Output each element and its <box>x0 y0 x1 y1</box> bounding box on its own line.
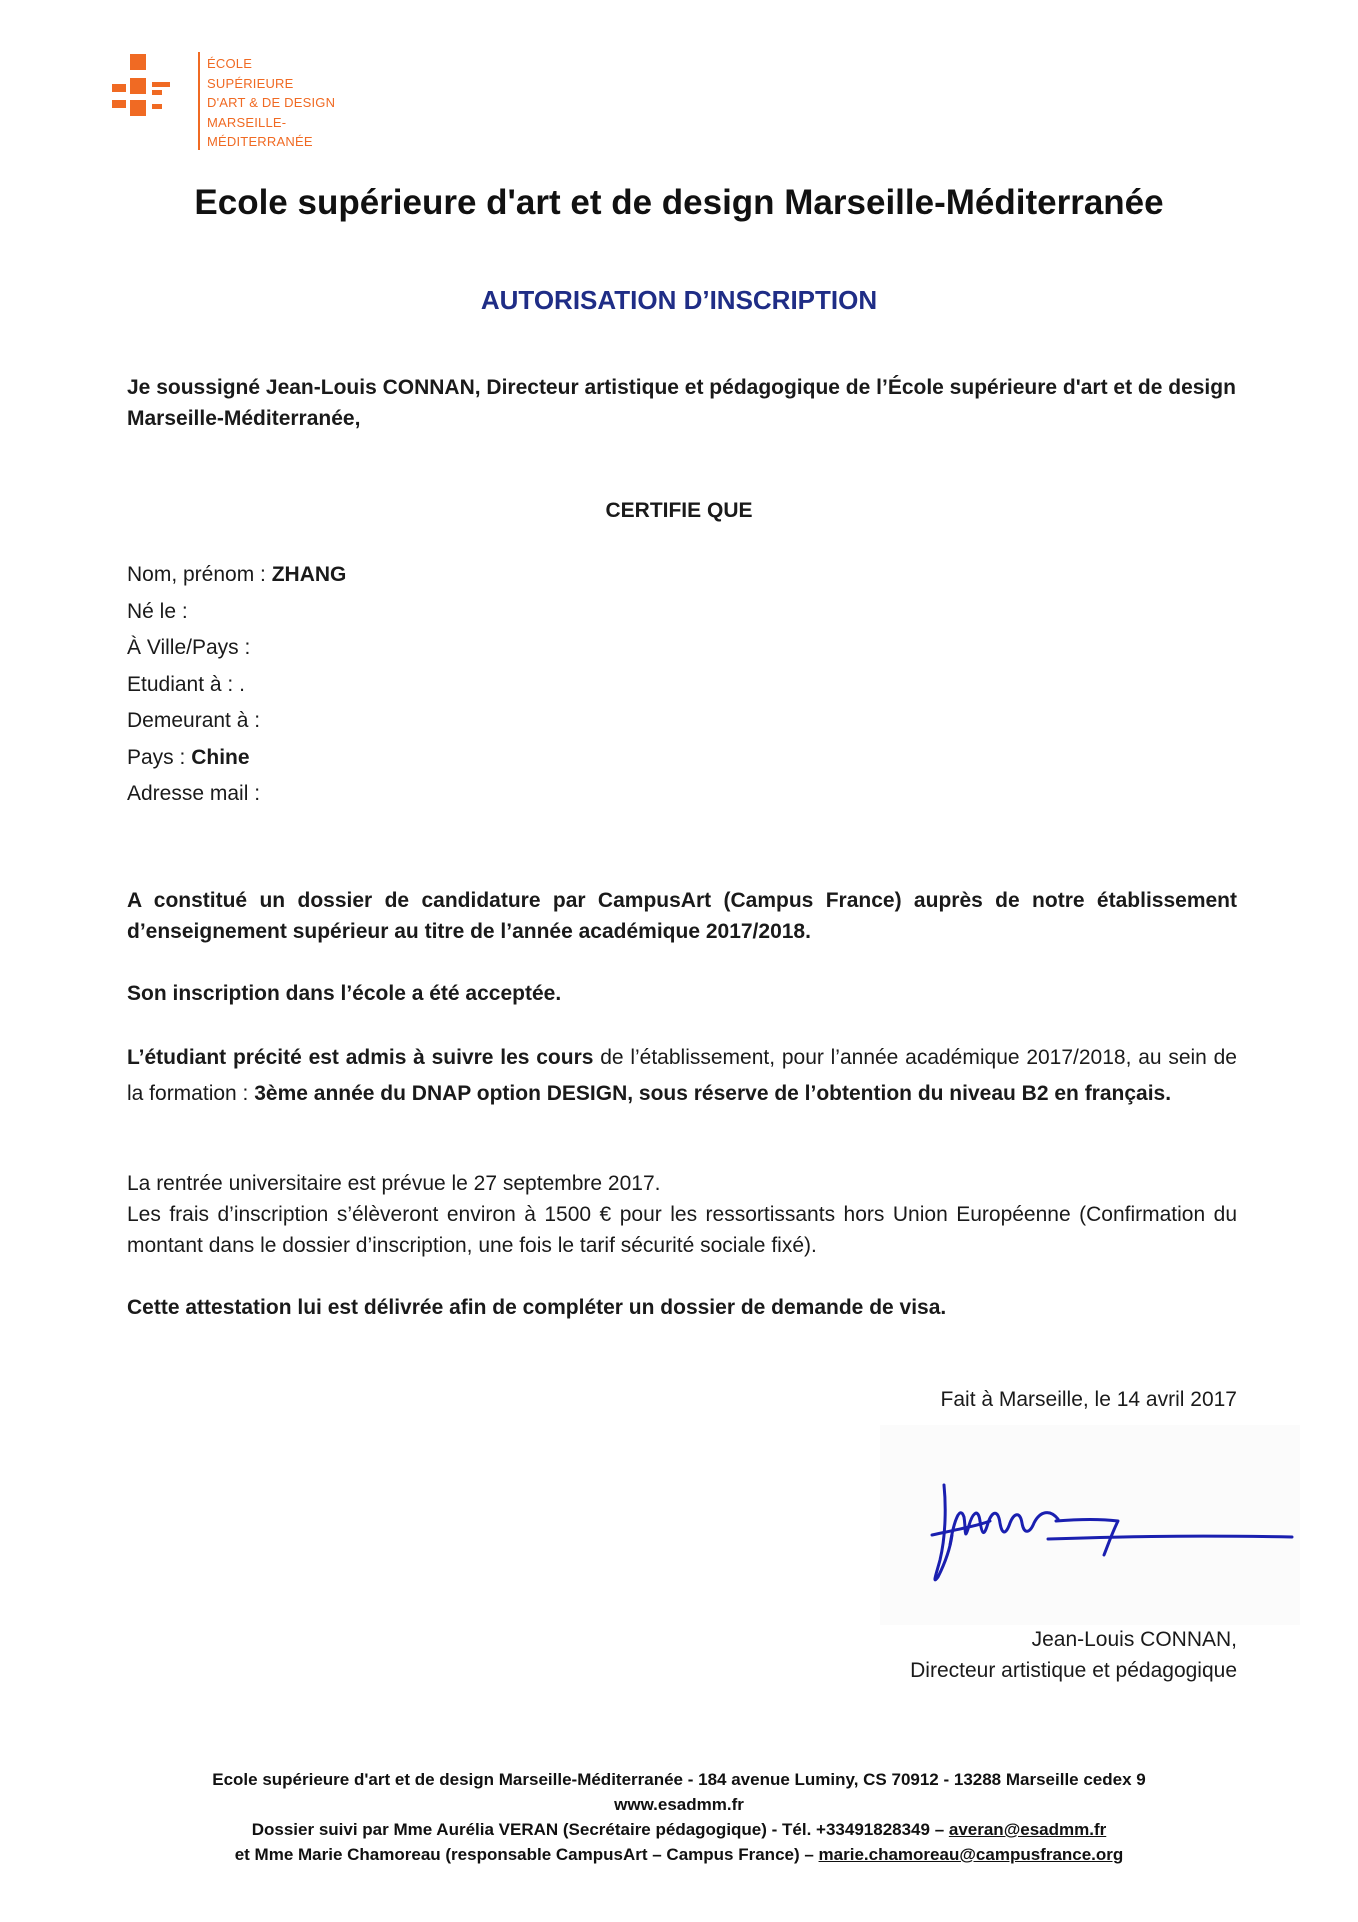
field-value: Chine <box>191 745 250 769</box>
admission-paragraph <box>127 1040 1237 1112</box>
footer-contact-text: et Mme Marie Chamoreau (responsable CampusArt – Campus France) – <box>234 1845 819 1864</box>
admission-program: 3ème année du DNAP option DESIGN, sous réserve de l’obtention du niveau B2 en français. <box>254 1082 1172 1105</box>
logo-line: MÉDITERRANÉE <box>207 134 313 149</box>
signatory-name: Jean-Louis CONNAN, <box>1031 1628 1237 1651</box>
signatory-role: Directeur artistique et pédagogique <box>910 1659 1237 1682</box>
student-fields <box>127 557 346 813</box>
field-label: Pays : <box>127 745 192 769</box>
field-label: Adresse mail : <box>127 782 261 805</box>
visa-paragraph: Cette attestation lui est délivrée afin de compléter un dossier de demande de visa. <box>127 1296 947 1319</box>
admission-bold: L’étudiant précité est admis à suivre les cours <box>127 1046 594 1069</box>
field-city-country <box>127 630 346 667</box>
fees-paragraph <box>127 1168 1237 1261</box>
footer <box>0 1767 1358 1867</box>
acceptance-paragraph: Son inscription dans l’école a été acceptée. <box>127 982 562 1005</box>
footer-address: Ecole supérieure d'art et de design Marseille-Méditerranée - 184 avenue Luminy, CS 70912 - 13288 Marseille cedex 9 <box>212 1770 1146 1789</box>
field-birthdate <box>127 594 346 631</box>
field-name <box>127 557 346 594</box>
field-label: À Ville/Pays : <box>127 636 251 659</box>
logo-line: SUPÉRIEURE <box>207 75 294 91</box>
email-link-veran[interactable]: averan@esadmm.fr <box>948 1820 1107 1839</box>
logo-line: D'ART & DE DESIGN <box>207 95 336 110</box>
field-label: Né le : <box>127 599 188 623</box>
field-country <box>127 740 346 777</box>
intro-paragraph: Je soussigné Jean-Louis CONNAN, Directeur artistique et pédagogique de l’École supérieure d'art et de design Marseille-Méditerranée, <box>127 376 1236 430</box>
field-label: Etudiant à : . <box>127 672 245 696</box>
signatory-block <box>127 1624 1237 1686</box>
field-label: Demeurant à : <box>127 709 261 732</box>
fees-line: Les frais d’inscription s’élèveront environ à 1500 € pour les ressortissants hors Union Européenne (Confirmation du montant dans le dossier d’inscription, une fois le tarif sécurité sociale fixé). <box>127 1203 1237 1257</box>
logo-line: ÉCOLE <box>207 56 253 71</box>
logo-divider <box>198 52 200 150</box>
handwritten-signature <box>880 1425 1300 1625</box>
logo-line: MARSEILLE- <box>207 114 287 130</box>
school-title: Ecole supérieure d'art et de design Marseille-Méditerranée <box>194 183 1164 222</box>
application-paragraph: A constitué un dossier de candidature par CampusArt (Campus France) auprès de notre établissement d’enseignement supérieur au titre de l’année académique 2017/2018. <box>127 889 1237 943</box>
footer-contact-text: Dossier suivi par Mme Aurélia VERAN (Secrétaire pédagogique) - Tél. +33491828349 – <box>251 1820 949 1839</box>
start-date-line: La rentrée universitaire est prévue le 27 septembre 2017. <box>127 1172 661 1195</box>
field-residing-at <box>127 703 346 740</box>
certifie-heading: CERTIFIE QUE <box>605 499 753 522</box>
school-logo-mark <box>112 54 190 134</box>
footer-contact-chamoreau <box>0 1842 1358 1867</box>
logo-text <box>207 54 335 152</box>
admission-text: de l’établissement, pour l’année académique 2017/2018, au sein de la formation : <box>127 1046 1237 1105</box>
field-studying-at <box>127 667 346 704</box>
footer-contact-veran <box>0 1817 1358 1842</box>
place-date: Fait à Marseille, le 14 avril 2017 <box>940 1388 1237 1411</box>
field-label: Nom, prénom : <box>127 563 272 586</box>
email-link-chamoreau[interactable]: marie.chamoreau@campusfrance.org <box>818 1845 1124 1864</box>
footer-website[interactable]: www.esadmm.fr <box>614 1795 744 1814</box>
field-value: ZHANG <box>271 563 347 586</box>
field-email <box>127 776 346 813</box>
document-title: AUTORISATION D’INSCRIPTION <box>480 285 878 315</box>
